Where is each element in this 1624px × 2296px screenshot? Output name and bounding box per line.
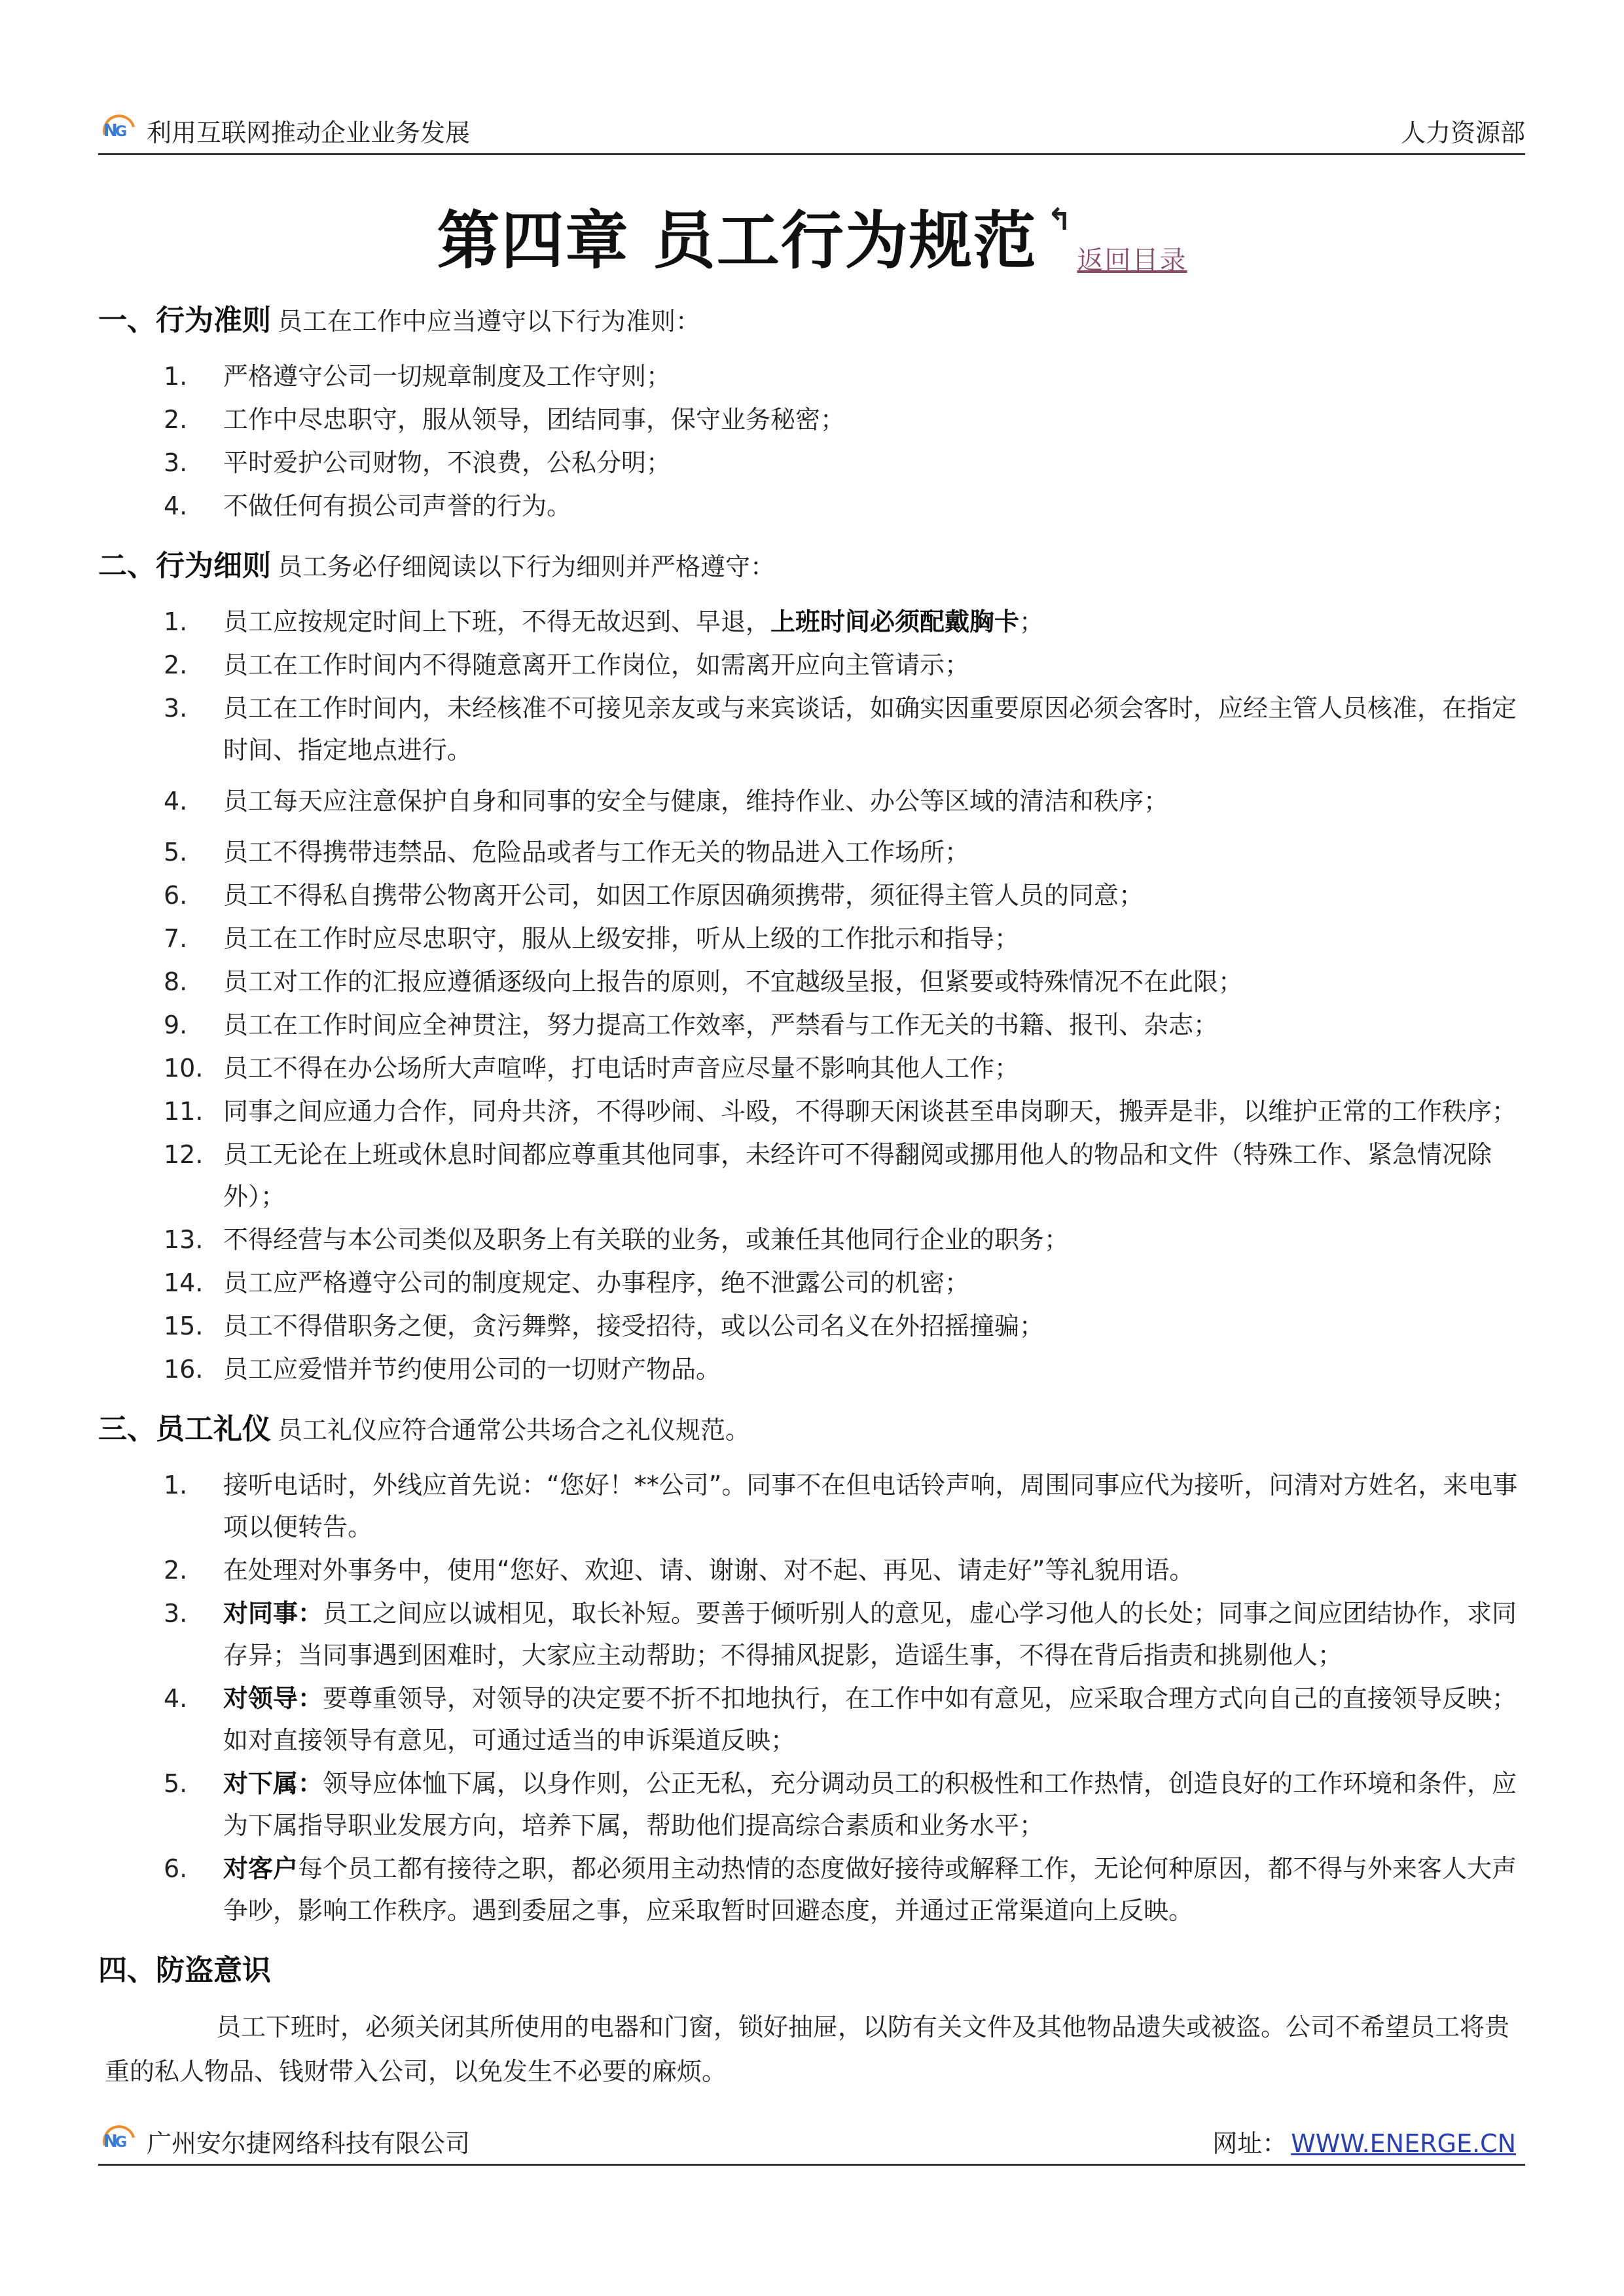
list-item bbox=[98, 1134, 1532, 1217]
item-number: 3. bbox=[164, 1599, 188, 1628]
footer-website bbox=[1212, 2123, 1516, 2159]
item-number: 8. bbox=[164, 967, 188, 996]
item-text: 员工在工作时间内不得随意离开工作岗位，如需离开应向主管请示； bbox=[223, 651, 970, 679]
list-item bbox=[98, 918, 1532, 960]
item-number: 4. bbox=[164, 1684, 188, 1713]
item-text: 在处理对外事务中，使用“您好、欢迎、请、谢谢、对不起、再见、请走好”等礼貌用语。 bbox=[223, 1556, 1195, 1585]
item-number: 15. bbox=[164, 1312, 204, 1340]
chapter-title-row bbox=[0, 191, 1624, 281]
list-item bbox=[98, 1677, 1532, 1761]
list-item bbox=[98, 601, 1532, 643]
company-logo-icon bbox=[98, 2119, 140, 2161]
item-number: 3. bbox=[164, 448, 188, 477]
item-number: 3. bbox=[164, 694, 188, 723]
svg-text:G: G bbox=[115, 2134, 128, 2151]
back-to-toc-link[interactable]: 返回目录 bbox=[1077, 245, 1187, 276]
item-number: 16. bbox=[164, 1355, 204, 1384]
list-item bbox=[98, 874, 1532, 916]
list-item bbox=[98, 1592, 1532, 1676]
list-item bbox=[98, 1004, 1532, 1046]
svg-text:G: G bbox=[115, 124, 128, 140]
item-text: 员工应爱惜并节约使用公司的一切财产物品。 bbox=[223, 1355, 721, 1384]
document-body bbox=[98, 301, 1532, 2113]
item-bold-heading: 对领导： bbox=[223, 1684, 323, 1713]
item-number: 9. bbox=[164, 1011, 188, 1039]
list-item bbox=[98, 1549, 1532, 1591]
list-item bbox=[98, 399, 1532, 440]
list-item bbox=[98, 1090, 1532, 1132]
item-number: 6. bbox=[164, 881, 188, 910]
return-arrow-icon: ↰ bbox=[1046, 202, 1074, 237]
item-number: 12. bbox=[164, 1140, 204, 1169]
section-title: 二、行为细则 bbox=[98, 549, 271, 583]
item-number: 14. bbox=[164, 1268, 204, 1297]
item-text: 员工在工作时间内，未经核准不可接见亲友或与来宾谈话，如确实因重要原因必须会客时，应经主管人员核准，在指定时间、指定地点进行。 bbox=[223, 694, 1517, 764]
header-slogan: 利用互联网推动企业业务发展 bbox=[147, 118, 471, 147]
item-text: 员工在工作时应尽忠职守，服从上级安排，听从上级的工作批示和指导； bbox=[223, 924, 1020, 953]
item-number: 4. bbox=[164, 787, 188, 816]
item-number: 5. bbox=[164, 1769, 188, 1798]
item-bold-heading: 对下属： bbox=[223, 1769, 323, 1798]
chapter-title: 第四章 员工行为规范 bbox=[437, 204, 1038, 278]
item-text: 要尊重领导，对领导的决定要不折不扣地执行，在工作中如有意见，应采取合理方式向自己的直接领导反映；如对直接领导有意见，可通过适当的申诉渠道反映； bbox=[223, 1684, 1517, 1755]
list-item bbox=[98, 644, 1532, 686]
section-paragraph: 员工下班时，必须关闭其所使用的电器和门窗，锁好抽屉，以防有关文件及其他物品遗失或被盗。公司不希望员工将贵重的私人物品、钱财带入公司，以免发生不必要的麻烦。 bbox=[105, 2013, 1510, 2086]
list-item bbox=[98, 355, 1532, 397]
item-text: 员工对工作的汇报应遵循逐级向上报告的原则，不宜越级呈报，但紧要或特殊情况不在此限； bbox=[223, 967, 1244, 996]
website-link[interactable]: WWW.ENERGE.CN bbox=[1291, 2129, 1516, 2158]
item-number: 4. bbox=[164, 492, 188, 520]
item-number: 1. bbox=[164, 362, 188, 391]
item-bold-heading: 对同事： bbox=[223, 1599, 323, 1628]
item-bold-heading: 对客户 bbox=[223, 1854, 298, 1883]
item-text: 员工应严格遵守公司的制度规定、办事程序，绝不泄露公司的机密； bbox=[223, 1268, 970, 1297]
section-conduct-rules bbox=[98, 547, 1532, 1390]
list-item bbox=[98, 1262, 1532, 1304]
company-logo-icon bbox=[98, 109, 140, 151]
item-text: 员工不得携带违禁品、危险品或者与工作无关的物品进入工作场所； bbox=[223, 838, 970, 867]
list-item bbox=[98, 1763, 1532, 1846]
item-text: 工作中尽忠职守，服从领导，团结同事，保守业务秘密； bbox=[223, 405, 846, 434]
item-text: 同事之间应通力合作，同舟共济，不得吵闹、斗殴，不得聊天闲谈甚至串岗聊天，搬弄是非，以维护正常的工作秩序； bbox=[223, 1097, 1517, 1126]
list-item bbox=[98, 831, 1532, 873]
item-text: 员工不得在办公场所大声喧哗，打电话时声音应尽量不影响其他人工作； bbox=[223, 1054, 1020, 1083]
section-title: 一、行为准则 bbox=[98, 304, 271, 337]
section-intro: 员工在工作中应当遵守以下行为准则： bbox=[278, 307, 701, 336]
list-item bbox=[98, 442, 1532, 484]
svg-text:N: N bbox=[103, 121, 118, 141]
section-intro: 员工务必仔细阅读以下行为细则并严格遵守： bbox=[278, 552, 776, 581]
item-text: 平时爱护公司财物，不浪费，公私分明； bbox=[223, 448, 672, 477]
item-number: 13. bbox=[164, 1225, 204, 1254]
item-text: 不做任何有损公司声誉的行为。 bbox=[223, 492, 572, 520]
item-text: 员工无论在上班或休息时间都应尊重其他同事，未经许可不得翻阅或挪用他人的物品和文件（特殊工作、紧急情况除外）； bbox=[223, 1140, 1492, 1211]
list-item bbox=[98, 485, 1532, 527]
item-text: 员工不得借职务之便，贪污舞弊，接受招待，或以公司名义在外招摇撞骗； bbox=[223, 1312, 1045, 1340]
item-number: 2. bbox=[164, 405, 188, 434]
item-text: 领导应体恤下属，以身作则，公正无私，充分调动员工的积极性和工作热情，创造良好的工作环境和条件，应为下属指导职业发展方向，培养下属，帮助他们提高综合素质和业务水平； bbox=[223, 1769, 1517, 1840]
item-number: 11. bbox=[164, 1097, 204, 1126]
item-number: 1. bbox=[164, 607, 188, 636]
section-conduct-principles bbox=[98, 301, 1532, 527]
item-number: 1. bbox=[164, 1471, 188, 1499]
item-text: 员工应按规定时间上下班，不得无故迟到、早退， bbox=[223, 607, 771, 636]
item-text: 员工之间应以诚相见，取长补短。要善于倾听别人的意见，虚心学习他人的长处；同事之间应团结协作，求同存异；当同事遇到困难时，大家应主动帮助；不得捕风捉影，造谣生事，不得在背后指责和挑剔他人； bbox=[223, 1599, 1517, 1670]
page-header bbox=[98, 110, 1525, 155]
list-item bbox=[98, 687, 1532, 771]
item-text: 员工每天应注意保护自身和同事的安全与健康，维持作业、办公等区域的清洁和秩序； bbox=[223, 787, 1169, 816]
svg-text:N: N bbox=[103, 2132, 118, 2151]
section-title: 三、员工礼仪 bbox=[98, 1412, 271, 1446]
item-text: 不得经营与本公司类似及职务上有关联的业务，或兼任其他同行企业的职务； bbox=[223, 1225, 1070, 1254]
list-item bbox=[98, 1464, 1532, 1548]
item-text: 员工在工作时间应全神贯注，努力提高工作效率，严禁看与工作无关的书籍、报刊、杂志； bbox=[223, 1011, 1219, 1039]
section-intro: 员工礼仪应符合通常公共场合之礼仪规范。 bbox=[278, 1416, 751, 1444]
list-item bbox=[98, 1305, 1532, 1347]
footer-company-name: 广州安尔捷网络科技有限公司 bbox=[147, 2129, 471, 2158]
item-number: 2. bbox=[164, 1556, 188, 1585]
item-number: 7. bbox=[164, 924, 188, 953]
page-footer bbox=[98, 2121, 1525, 2166]
section-title: 四、防盗意识 bbox=[98, 1954, 271, 1987]
list-item bbox=[98, 780, 1532, 822]
item-number: 2. bbox=[164, 651, 188, 679]
item-number: 10. bbox=[164, 1054, 204, 1083]
item-text-tail: ； bbox=[1019, 607, 1045, 636]
section-etiquette bbox=[98, 1410, 1532, 1931]
list-item bbox=[98, 1848, 1532, 1931]
list-item bbox=[98, 1047, 1532, 1089]
list-item bbox=[98, 1219, 1532, 1261]
section-theft-prevention bbox=[98, 1951, 1532, 2094]
item-bold-text: 上班时间必须配戴胸卡 bbox=[770, 607, 1020, 636]
list-item bbox=[98, 1348, 1532, 1390]
item-text: 接听电话时，外线应首先说：“您好！**公司”。同事不在但电话铃声响，周围同事应代为接听，问清对方姓名，来电事项以便转告。 bbox=[223, 1471, 1518, 1541]
item-number: 6. bbox=[164, 1854, 188, 1883]
item-text: 严格遵守公司一切规章制度及工作守则； bbox=[223, 362, 672, 391]
header-department: 人力资源部 bbox=[1400, 118, 1525, 147]
item-text: 员工不得私自携带公物离开公司，如因工作原因确须携带，须征得主管人员的同意； bbox=[223, 881, 1144, 910]
list-item bbox=[98, 961, 1532, 1003]
website-label: 网址： bbox=[1212, 2129, 1288, 2158]
item-text: 每个员工都有接待之职，都必须用主动热情的态度做好接待或解释工作，无论何种原因，都不得与外来客人大声争吵，影响工作秩序。遇到委屈之事，应采取暂时回避态度，并通过正常渠道向上反映。 bbox=[223, 1854, 1517, 1925]
item-number: 5. bbox=[164, 838, 188, 867]
